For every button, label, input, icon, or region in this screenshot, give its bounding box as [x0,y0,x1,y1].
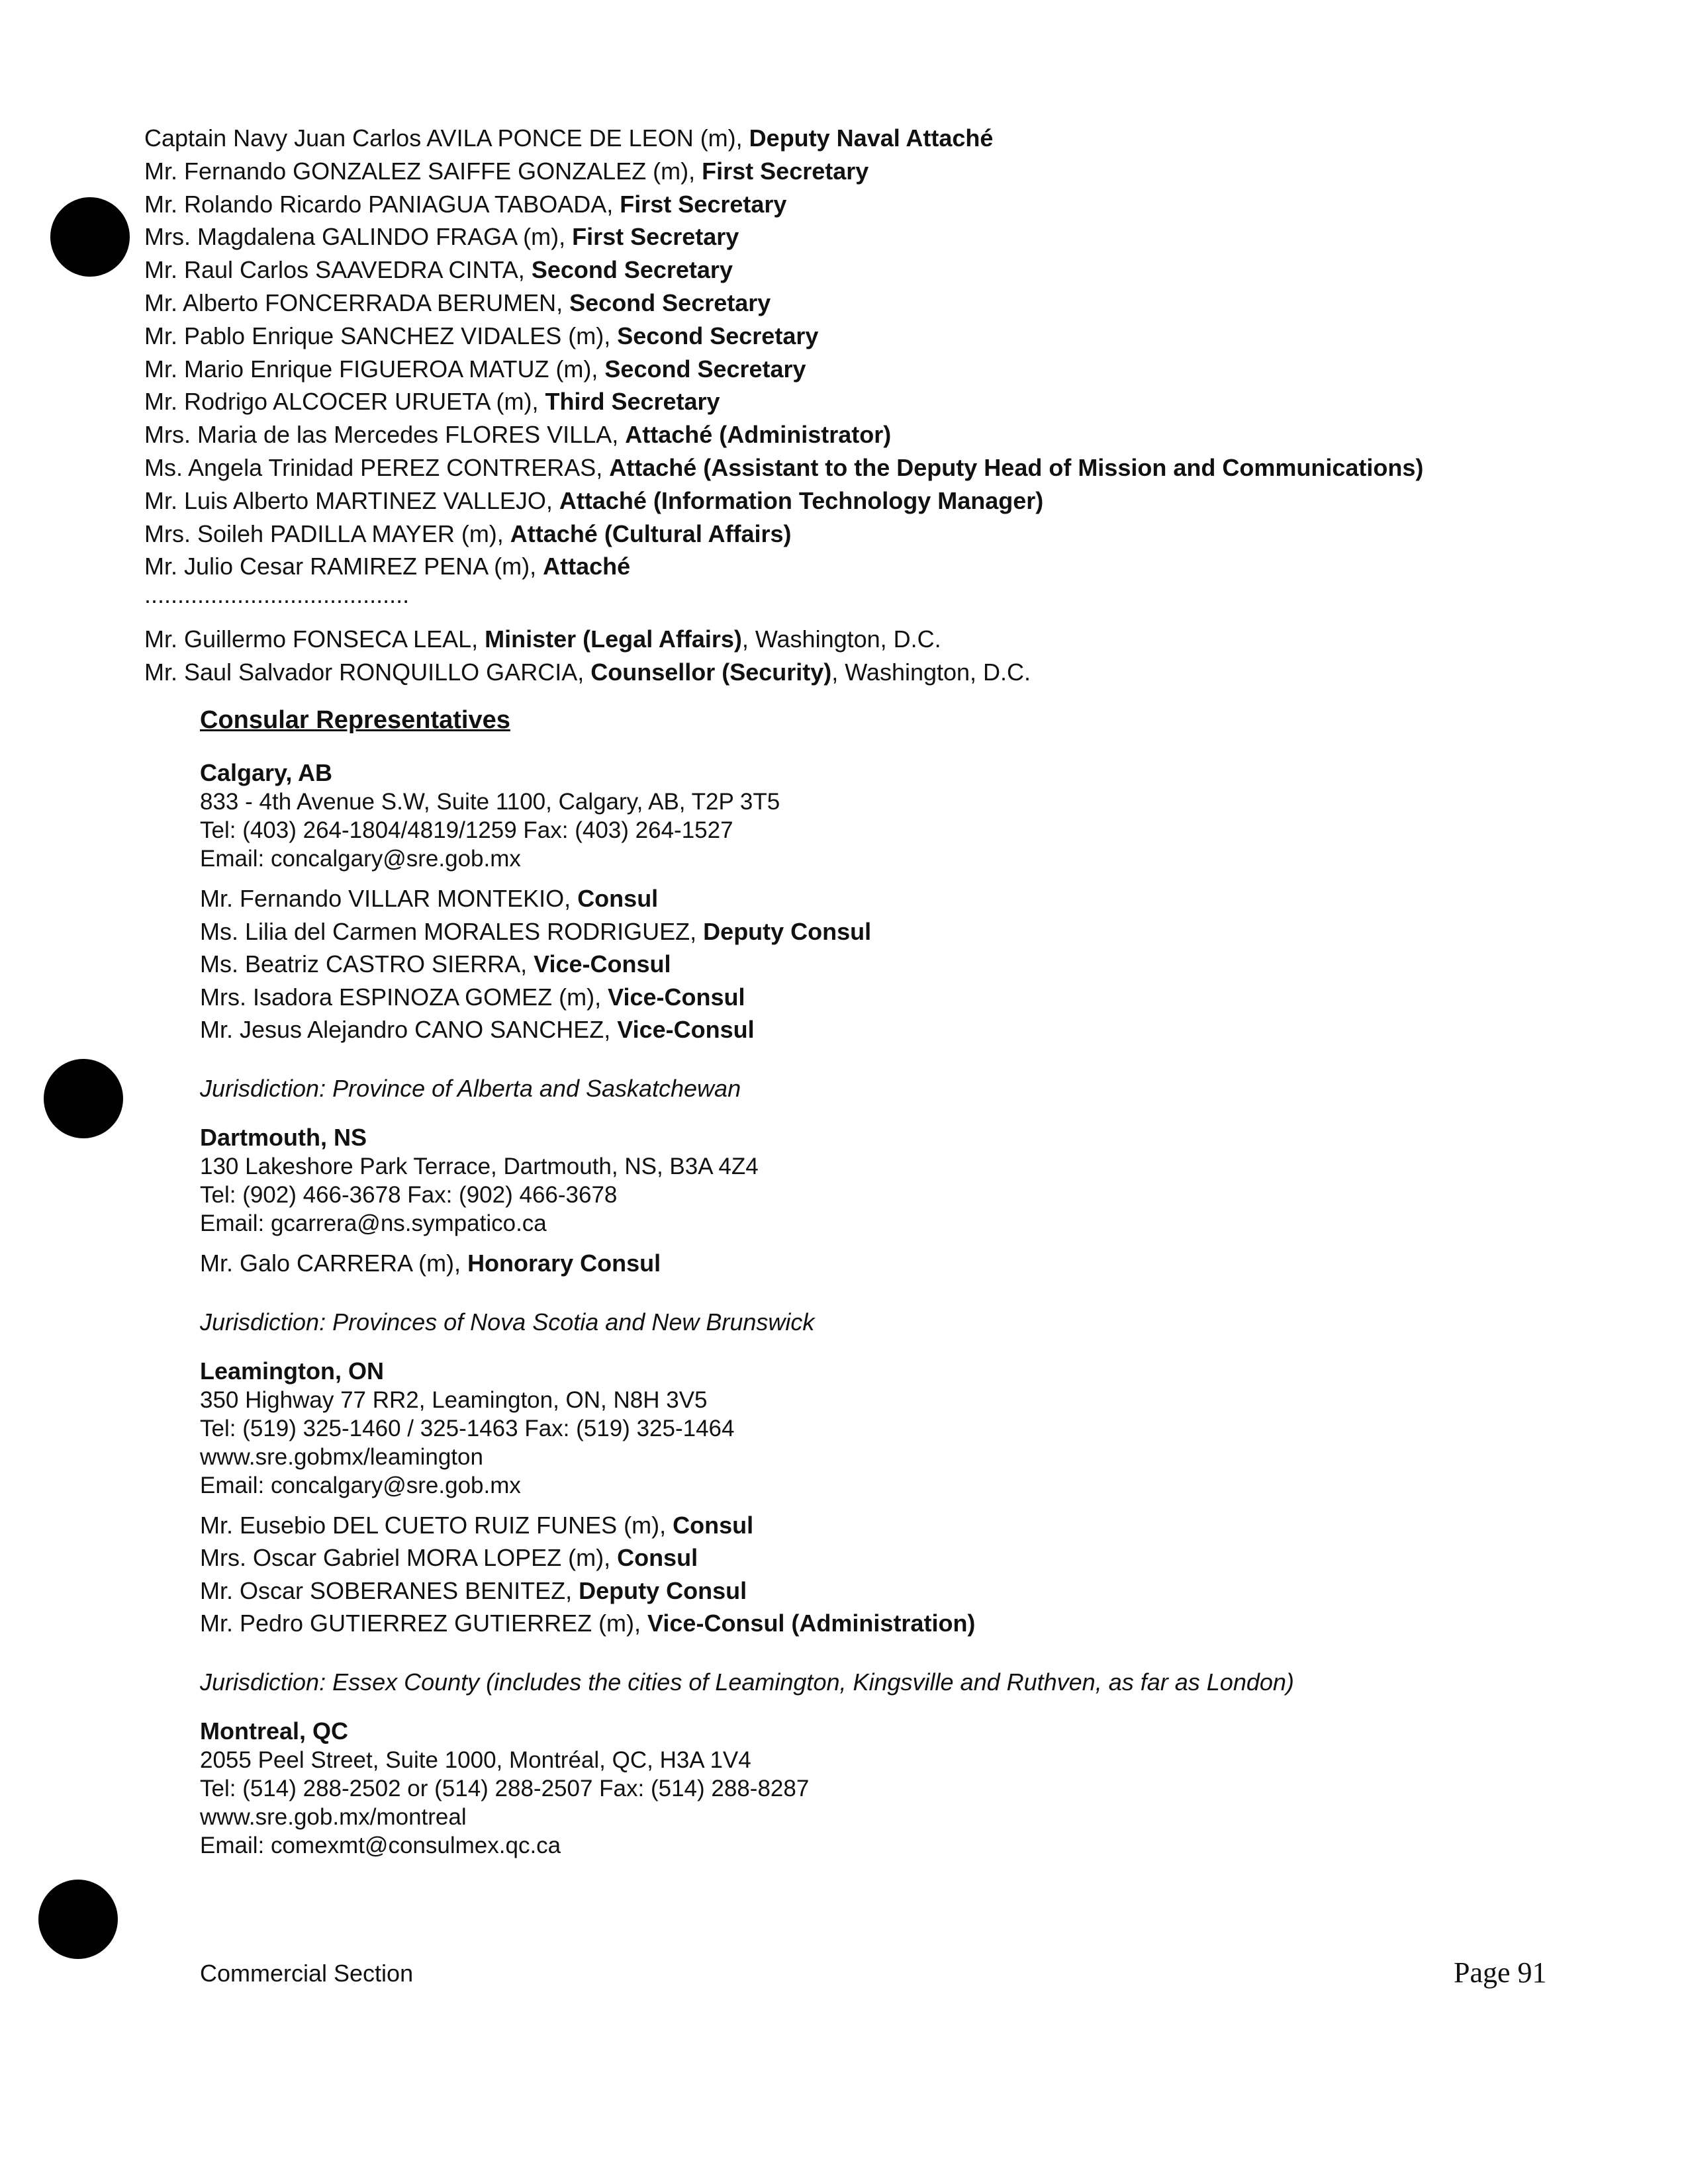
office-contact-line: Tel: (902) 466-3678 Fax: (902) 466-3678 [200,1181,618,1208]
staff-title: Vice-Consul [617,1016,755,1044]
staff-title: Third Secretary [545,388,720,416]
staff-entry [144,656,1667,689]
staff-title: Second Secretary [604,355,806,383]
staff-entry [144,550,1667,583]
section-title: Consular Representatives [200,706,510,734]
staff-entry [144,353,1667,386]
staff-title: Honorary Consul [467,1249,661,1277]
staff-entry [200,1247,1656,1280]
staff-entry [200,1509,1656,1542]
staff-title: First Secretary [620,190,787,218]
staff-title: Attaché (Information Technology Manager) [559,486,1044,514]
office-contact [200,788,1656,873]
staff-name: Mr. Julio Cesar RAMIREZ PENA (m), [144,553,543,580]
staff-entry [200,1013,1656,1046]
staff-title: Vice-Consul (Administration) [647,1610,976,1637]
staff-title: Second Secretary [569,289,771,316]
footer-section-name: Commercial Section [200,1960,414,1987]
staff-name: Ms. Angela Trinidad PEREZ CONTRERAS, [144,453,610,481]
office-contact [200,1386,1656,1500]
staff-entry [200,948,1656,981]
office-contact-line: www.sre.gob.mx/montreal [200,1803,467,1830]
office-city: Leamington, ON [200,1357,384,1385]
staff-title: Second Secretary [617,322,819,349]
staff-entry [200,981,1656,1014]
staff-title: Deputy Consul [579,1576,747,1604]
staff-title: Attaché [543,553,631,580]
consular-offices [200,758,1656,1860]
staff-title: Consul [673,1511,754,1539]
office-staff [200,1509,1656,1640]
staff-name: Mrs. Isadora ESPINOZA GOMEZ (m), [200,983,608,1011]
office-contact-line: 350 Highway 77 RR2, Leamington, ON, N8H 3V5 [200,1387,708,1413]
staff-entry [200,882,1656,915]
consular-office [200,1123,1656,1337]
staff-entry [200,1574,1656,1608]
staff-name: Mr. Rodrigo ALCOCER URUETA (m), [144,388,545,416]
staff-entry [144,518,1667,551]
staff-name: Mr. Raul Carlos SAAVEDRA CINTA, [144,256,532,284]
office-city: Montreal, QC [200,1717,349,1745]
staff-name: Ms. Beatriz CASTRO SIERRA, [200,950,534,978]
staff-entry [144,484,1667,518]
staff-location: , Washington, D.C. [831,658,1031,686]
office-contact-line: 2055 Peel Street, Suite 1000, Montréal, QC, H3A 1V4 [200,1747,751,1773]
staff-name: Captain Navy Juan Carlos AVILA PONCE DE LEON (m), [144,124,749,152]
staff-entry [144,320,1667,353]
staff-title: Counsellor (Security) [590,658,832,686]
staff-title: Minister (Legal Affairs) [485,625,742,653]
punch-hole-middle [44,1059,123,1138]
page-number: Page 91 [1454,1956,1547,1989]
staff-title: Vice-Consul [534,950,671,978]
staff-entry [144,385,1667,418]
staff-name: Mrs. Soileh PADILLA MAYER (m), [144,520,510,547]
office-contact-line: Email: comexmt@consulmex.qc.ca [200,1832,561,1858]
office-staff [200,1247,1656,1280]
office-jurisdiction: Jurisdiction: Provinces of Nova Scotia and New Brunswick [200,1308,815,1336]
embassy-staff-list [144,122,1667,689]
staff-name: Ms. Lilia del Carmen MORALES RODRIGUEZ, [200,917,704,945]
office-contact [200,1152,1656,1238]
staff-name: Mrs. Maria de las Mercedes FLORES VILLA, [144,421,626,449]
staff-name: Mr. Eusebio DEL CUETO RUIZ FUNES (m), [200,1511,673,1539]
office-jurisdiction: Jurisdiction: Province of Alberta and Saskatchewan [200,1074,741,1102]
staff-entry [144,122,1667,155]
consular-office [200,1717,1656,1860]
office-contact-line: Tel: (403) 264-1804/4819/1259 Fax: (403) 264-1527 [200,817,733,843]
staff-name: Mr. Galo CARRERA (m), [200,1249,468,1277]
staff-name: Mr. Saul Salvador RONQUILLO GARCIA, [144,658,591,686]
staff-name: Mr. Guillermo FONSECA LEAL, [144,625,485,653]
staff-name: Mr. Fernando VILLAR MONTEKIO, [200,885,578,912]
staff-entry [144,188,1667,221]
staff-title: Consul [617,1544,698,1572]
staff-name: Mr. Fernando GONZALEZ SAIFFE GONZALEZ (m), [144,157,702,185]
staff-title: First Secretary [702,157,869,185]
staff-entry [200,1541,1656,1574]
office-contact-line: Email: gcarrera@ns.sympatico.ca [200,1210,547,1236]
staff-name: Mr. Luis Alberto MARTINEZ VALLEJO, [144,486,559,514]
consular-office [200,1357,1656,1697]
staff-title: Consul [577,885,659,912]
staff-title: Deputy Naval Attaché [749,124,994,152]
staff-name: Mrs. Magdalena GALINDO FRAGA (m), [144,223,573,251]
staff-entry [144,418,1667,451]
punch-hole-top [50,197,130,277]
staff-entry [200,1607,1656,1640]
office-contact-line: Email: concalgary@sre.gob.mx [200,846,521,872]
office-contact-line: 130 Lakeshore Park Terrace, Dartmouth, NS, B3A 4Z4 [200,1153,759,1179]
office-contact-line: Email: concalgary@sre.gob.mx [200,1472,521,1498]
office-contact-line: www.sre.gobmx/leamington [200,1443,483,1470]
staff-title: Attaché (Administrator) [625,421,892,449]
staff-name: Mr. Mario Enrique FIGUEROA MATUZ (m), [144,355,605,383]
staff-name: Mr. Oscar SOBERANES BENITEZ, [200,1576,579,1604]
office-contact-line: Tel: (519) 325-1460 / 325-1463 Fax: (519) 325-1464 [200,1415,735,1441]
office-contact [200,1746,1656,1860]
staff-title: Deputy Consul [703,917,872,945]
consular-representatives-section [200,702,1656,1860]
staff-entry [200,915,1656,948]
staff-name: Mr. Alberto FONCERRADA BERUMEN, [144,289,570,316]
staff-title: Second Secretary [531,256,733,284]
office-jurisdiction: Jurisdiction: Essex County (includes the cities of Leamington, Kingsville and Ruthven, as far as London) [200,1668,1294,1696]
staff-name: Mr. Pedro GUTIERREZ GUTIERREZ (m), [200,1610,648,1637]
office-contact-line: 833 - 4th Avenue S.W, Suite 1100, Calgary, AB, T2P 3T5 [200,789,780,815]
office-city: Calgary, AB [200,759,333,786]
office-city: Dartmouth, NS [200,1123,367,1151]
office-contact-line: Tel: (514) 288-2502 or (514) 288-2507 Fax: (514) 288-8287 [200,1775,810,1801]
staff-title: Attaché (Assistant to the Deputy Head of Mission and Communications) [609,453,1424,481]
staff-title: Attaché (Cultural Affairs) [510,520,792,547]
consular-office [200,758,1656,1103]
separator-dots: ........................................ [144,581,410,609]
staff-entry [144,253,1667,287]
staff-name: Mr. Rolando Ricardo PANIAGUA TABOADA, [144,190,620,218]
punch-hole-bottom [38,1880,118,1959]
office-staff [200,882,1656,1046]
staff-name: Mr. Jesus Alejandro CANO SANCHEZ, [200,1016,618,1044]
staff-title: Vice-Consul [608,983,745,1011]
staff-entry [144,155,1667,188]
staff-location: , Washington, D.C. [741,625,941,653]
staff-name: Mr. Pablo Enrique SANCHEZ VIDALES (m), [144,322,618,349]
staff-entry [144,451,1667,484]
staff-entry [144,287,1667,320]
staff-title: First Secretary [572,223,739,251]
staff-entry [144,623,1667,656]
staff-entry [144,220,1667,253]
staff-name: Mrs. Oscar Gabriel MORA LOPEZ (m), [200,1544,618,1572]
